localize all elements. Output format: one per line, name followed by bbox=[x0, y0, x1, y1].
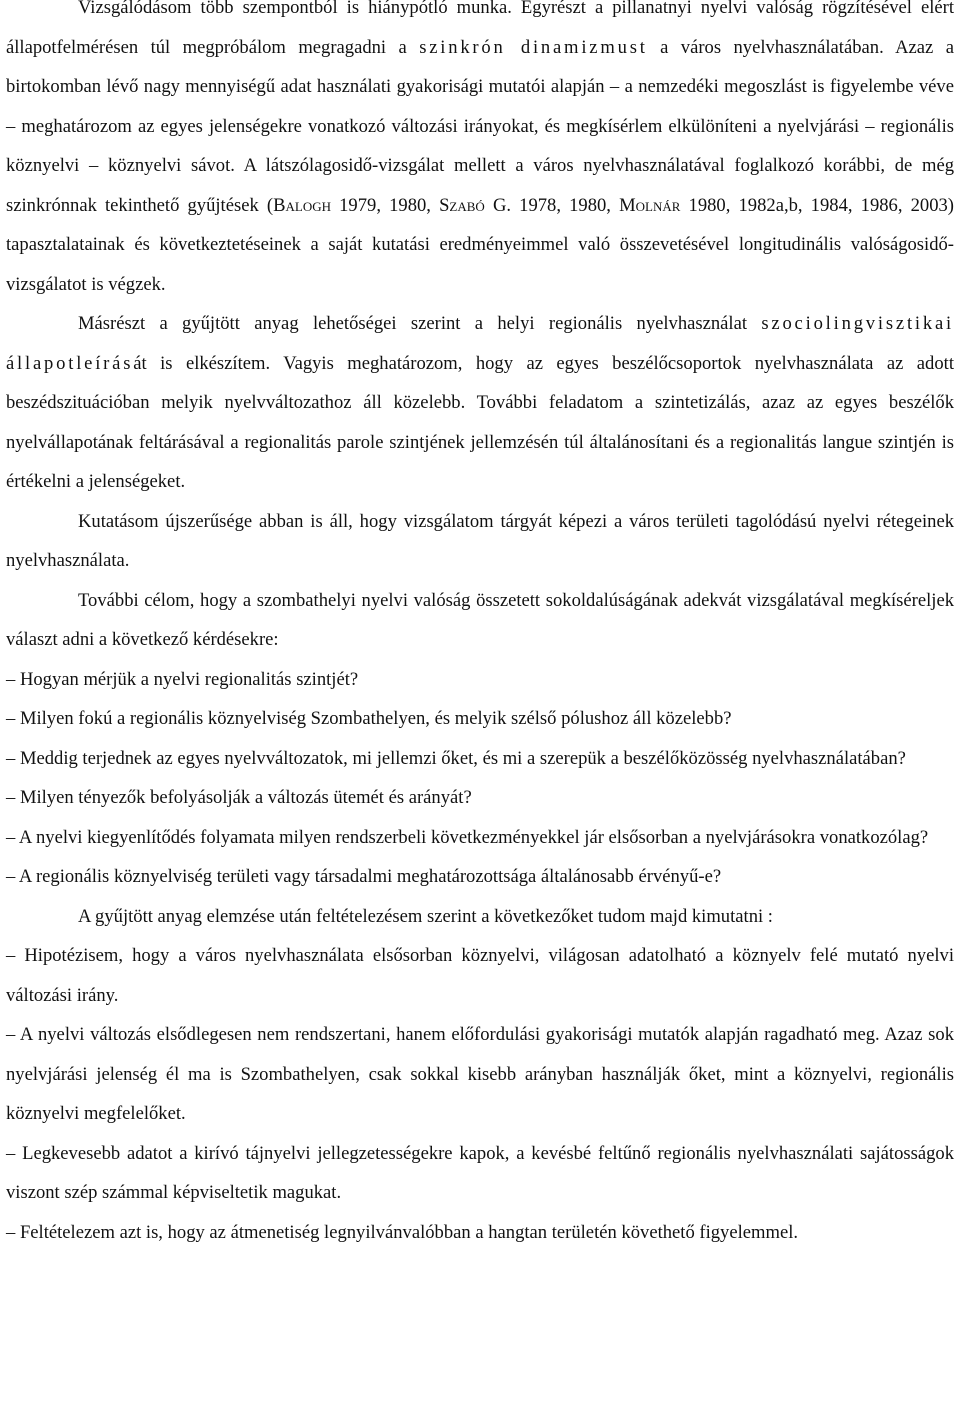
author-szabo: Szabó bbox=[439, 194, 485, 216]
spaced-term-sociolinguistic-description: szociolingvisztikai állapotleírás bbox=[6, 313, 954, 374]
hypothesis-item: – Hipotézisem, hogy a város nyelvhasználata elsősorban köznyelvi, világosan adatolható a köznyelv felé mutató nyelvi változási irány. bbox=[6, 945, 954, 1006]
paragraph-aims bbox=[6, 0, 954, 304]
question-item: – A regionális köznyelviség területi vagy társadalmi meghatározottsága általánosabb érvényű-e? bbox=[6, 866, 722, 887]
question-item: – Milyen tényezők befolyásolják a változás ütemét és arányát? bbox=[6, 787, 472, 808]
paragraph-secondly-text-c: át is elkészítem. Vagyis meghatározom, hogy az egyes beszélőcsoportok nyelvhasználata az adott beszédszituációban melyik nyelvváltozathoz áll közelebb. További feladatom a szintetizálás, azaz az egyes beszélők nyelvállapotának feltárásával a regionalitás parole szintjének jellemzésén túl általánosítani és a regionalitás langue szintjén is értékelni a jelenségeket. bbox=[6, 352, 954, 492]
paragraph-aims-text-c: a város nyelvhasználatában. Azaz a birtokomban lévő nagy mennyiségű adat használati gyakorisági mutatói alapján – a nemzedéki megoszlást is figyelembe véve – meghatározom az egyes jelenségekre vonatkozó változási irányokat, és megkísérlem elkülöníteni a nyelvjárási – regionális köznyelvi – köznyelvi sávot. A látszólagosidő-vizsgálat mellett a város nyelvhasználatával foglalkozó korábbi, de még szinkrónnak tekinthető gyűjtések ( bbox=[6, 36, 954, 216]
question-item: – Meddig terjednek az egyes nyelvváltozatok, mi jellemzi őket, és mi a szerepük a beszélőközösség nyelvhasználatában? bbox=[6, 747, 906, 769]
paragraph-novelty: Kutatásom újszerűsége abban is áll, hogy vizsgálatom tárgyát képezi a város területi tagolódású nyelvi rétegeinek nyelvhasználata. bbox=[6, 510, 954, 571]
question-item: – Hogyan mérjük a nyelvi regionalitás szintjét? bbox=[6, 668, 359, 690]
hypothesis-item: – Feltételezem azt is, hogy az átmenetiség legnyilvánvalóbban a hangtan területén követhető figyelemmel. bbox=[6, 1221, 799, 1243]
question-item: – Milyen fokú a regionális köznyelviség Szombathelyen, és melyik szélső pólushoz áll közelebb? bbox=[6, 708, 732, 729]
paragraph-secondly bbox=[6, 304, 954, 502]
paragraph-further-aim: További célom, hogy a szombathelyi nyelvi valóság összetett sokoldalúságának adekvát vizsgálatával megkíséreljek választ adni a következő kérdésekre: bbox=[6, 589, 954, 650]
hypothesis-item: – A nyelvi változás elsődlegesen nem rendszertani, hanem előfordulási gyakorisági mutatók alapján ragadható meg. Azaz sok nyelvjárási jelenség él ma is Szombathelyen, csak sokkal kisebb arányban használják őket, mint a köznyelvi, regionális köznyelvi megfelelőket. bbox=[6, 1024, 954, 1124]
paragraph-aims-text-e: 1979, 1980, bbox=[331, 194, 440, 216]
paragraph-aims-text-a: Vizsgálódásom több szempontból is hiánypótló munka. Egyrészt a pillanatnyi nyelvi valóság rögzítésével elért állapotfelmérésen túl megpróbálom megragadni a bbox=[6, 0, 954, 58]
spaced-term-synchronic-dynamism: szinkrón dinamizmust bbox=[419, 36, 648, 58]
author-balogh: Balogh bbox=[273, 194, 331, 216]
paragraph-aims-text-g: G. 1978, 1980, bbox=[484, 194, 620, 216]
paragraph-hypotheses-intro: A gyűjtött anyag elemzése után feltételezésem szerint a következőket tudom majd kimutatni : bbox=[78, 905, 773, 927]
author-molnar: Molnár bbox=[619, 194, 681, 216]
question-item: – A nyelvi kiegyenlítődés folyamata milyen rendszerbeli következményekkel jár elsősorban a nyelvjárásokra vonatkozólag? bbox=[6, 826, 929, 848]
hypothesis-item: – Legkevesebb adatot a kirívó tájnyelvi jellegzetességekre kapok, a kevésbé feltűnő regionális nyelvhasználati sajátosságok viszont szép számmal képviseltetik magukat. bbox=[6, 1142, 954, 1203]
paragraph-aims-text-i: 1980, 1982a,b, 1984, 1986, 2003) tapasztalatainak és következtetéseinek a saját kutatási eredményeimmel való összevetésével longitudinális valóságosidő-vizsgálatot is végzek. bbox=[6, 194, 954, 295]
paragraph-secondly-text-a: Másrészt a gyűjtött anyag lehetőségei szerint a helyi regionális nyelvhasználat bbox=[78, 313, 762, 334]
